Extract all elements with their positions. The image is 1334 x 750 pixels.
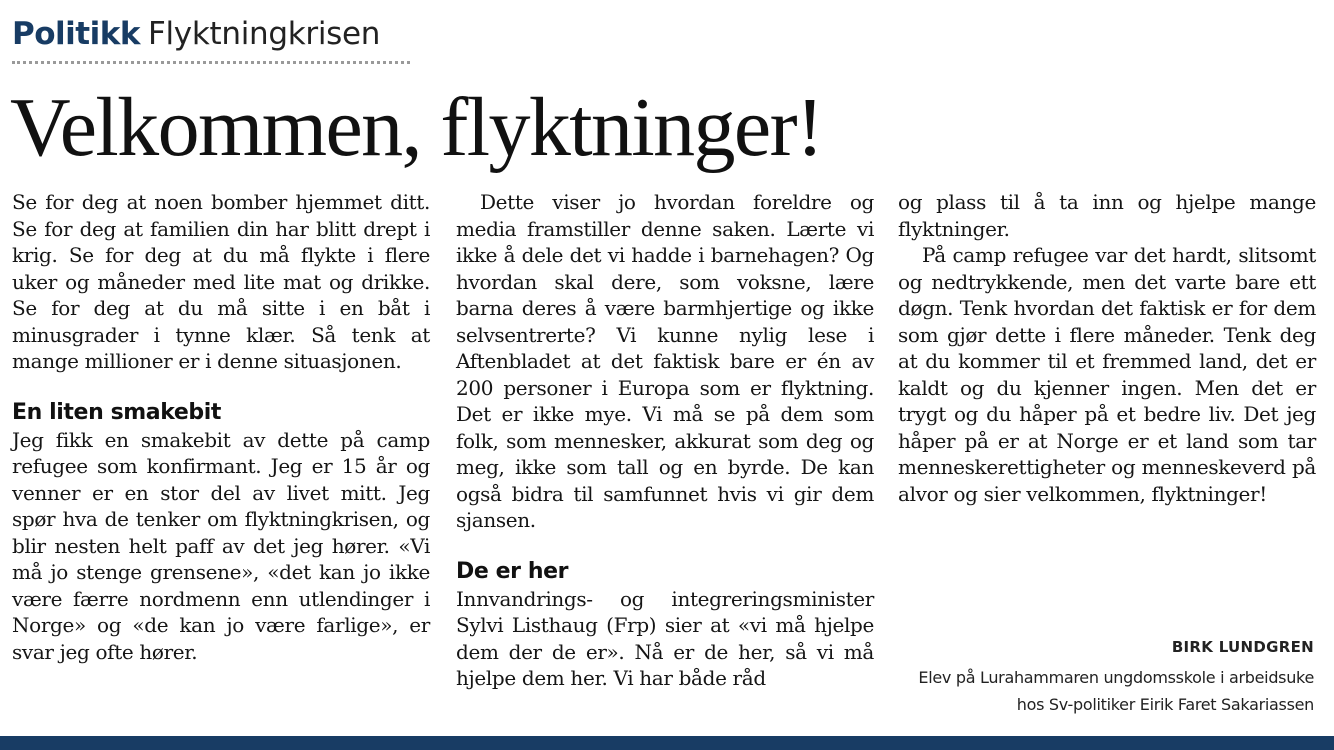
intro-paragraph: Se for deg at noen bomber hjemmet ditt. Se for deg at familien din har blitt drept i krig. Se for deg at du må flykte i flere uker og måneder med lite mat og drikke. Se for deg at du må sitte i en båt i minusgrader i tynne klær. Så tenk at mange millioner er i denne situasjonen. <box>12 190 430 373</box>
paragraph-smakebit-2: Dette viser jo hvordan foreldre og media framstiller denne saken. Lærte vi ikke å dele det vi hadde i barnehagen? Og hvordan skal dere, som voksne, lære barna deres å være barmhjertige og ikke selvsentrerte? Vi kunne nylig lese i Aftenbladet at det faktisk bare er én av 200 personer i Europa som er flyktning. Det er ikke mye. Vi må se på dem som folk, som mennesker, akkurat som deg og meg, ikke som tall og en byrde. De kan også bidra til samfunnet hvis vi gir dem sjansen. <box>456 190 874 532</box>
section-label: Politikk <box>12 16 140 52</box>
kicker-divider <box>12 61 410 64</box>
paragraph-de-er-her-2: På camp refugee var det hardt, slitsomt og nedtrykkende, men det varte bare ett døgn. Tenk hvordan det faktisk er for dem som gjør dette i flere måneder. Tenk deg at du kommer til et fremmed land, det er kaldt og du kjenner ingen. Men det er trygt og du håper på et bedre liv. Det jeg håper på er at Norge er et land som tar menneskerettigheter og menneskeverd på alvor og sier velkommen, flyktninger! <box>898 243 1316 506</box>
headline: Velkommen, flyktninger! <box>10 81 823 174</box>
bottom-color-bar <box>0 736 1334 750</box>
author-name: BIRK LUNDGREN <box>1171 638 1314 656</box>
subheading-smakebit: En liten smakebit <box>12 399 222 425</box>
paragraph-de-er-her-1: Innvandrings- og integreringsminister Sylvi Listhaug (Frp) sier at «vi må hjelpe dem der de er». Nå er de her, så vi må hjelpe dem her. Vi har både råd <box>456 586 874 690</box>
author-role-line-2: hos Sv-politiker Eirik Faret Sakariassen <box>1016 695 1314 714</box>
topic-label: Flyktningkrisen <box>147 16 381 52</box>
article-column-3 <box>898 189 1316 507</box>
article-column-2 <box>456 189 874 692</box>
author-role-line-1: Elev på Lurahammaren ungdomsskole i arbeidsuke <box>918 668 1314 687</box>
section-kicker <box>12 14 380 54</box>
paragraph-smakebit-1: Jeg fikk en smakebit av dette på camp refugee som konfirmant. Jeg er 15 år og venner er en stor del av livet mitt. Jeg spør hva de tenker om flyktningkrisen, og blir nesten helt paff av det jeg hører. «Vi må jo stenge grensene», «det kan jo ikke være færre nordmenn enn utlendinger i Norge» og «de kan jo være farlige», er svar jeg ofte hører. <box>12 427 430 664</box>
paragraph-de-er-her-1-cont: og plass til å ta inn og hjelpe mange flyktninger. <box>898 190 1316 241</box>
subheading-de-er-her: De er her <box>456 558 569 584</box>
article-column-1 <box>12 189 430 665</box>
byline <box>898 636 1314 718</box>
